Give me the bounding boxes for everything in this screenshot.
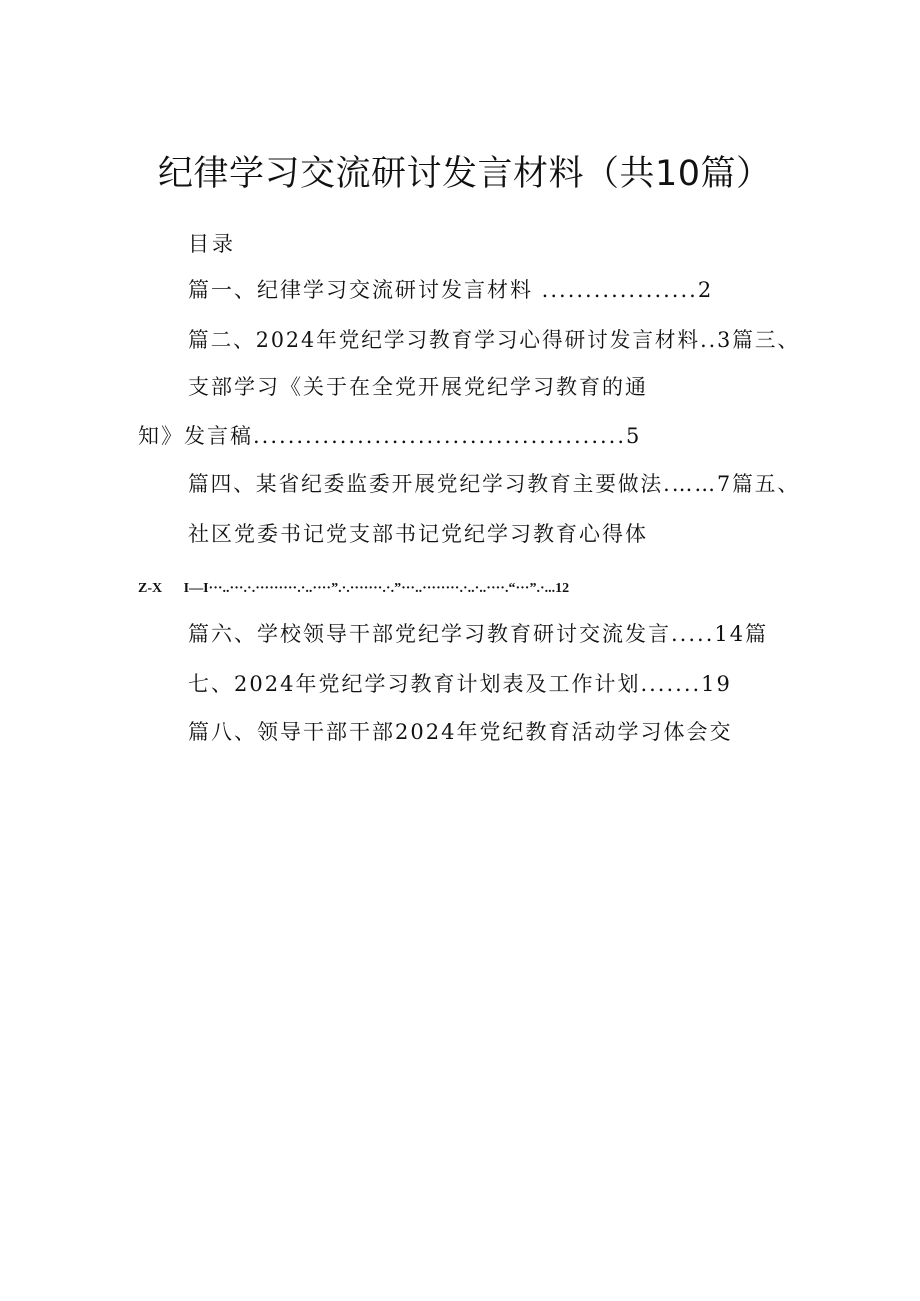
toc-heading: 目录 bbox=[188, 232, 236, 256]
toc-entry-4[interactable]: 篇四、某省纪委监委开展党纪学习教育主要做法.……7篇五、 bbox=[188, 472, 800, 496]
toc-entry-3-end[interactable]: 知》发言稿...........................................5 bbox=[138, 424, 642, 448]
toc-entry-8[interactable]: 篇八、领导干部干部2024年党纪教育活动学习体会交 bbox=[188, 720, 733, 744]
document-title: 纪律学习交流研讨发言材料（共10篇） bbox=[158, 154, 772, 194]
toc-entry-7[interactable]: 七、2024年党纪学习教育计划表及工作计划.......19 bbox=[188, 672, 732, 696]
toc-entry-6[interactable]: 篇六、学校领导干部党纪学习教育研讨交流发言.....14篇 bbox=[188, 622, 769, 646]
toc-entry-2[interactable]: 篇二、2024年党纪学习教育学习心得研讨发言材料..3篇三、 bbox=[188, 328, 801, 352]
garbled-leader-text: I—I···..···.·.·········.·..····”.·.·······.·.”···..········.·..·..····.“···”.·...12 bbox=[183, 581, 570, 596]
toc-entry-3-continued[interactable]: 支部学习《关于在全党开展党纪学习教育的通 bbox=[188, 375, 648, 399]
toc-entry-1[interactable]: 篇一、纪律学习交流研讨发言材料 ..................2 bbox=[188, 278, 714, 302]
toc-entry-5-continued[interactable]: 社区党委书记党支部书记党纪学习教育心得体 bbox=[188, 522, 648, 546]
toc-entry-5-end[interactable] bbox=[138, 581, 569, 597]
garbled-prefix: Z-X bbox=[138, 581, 163, 596]
